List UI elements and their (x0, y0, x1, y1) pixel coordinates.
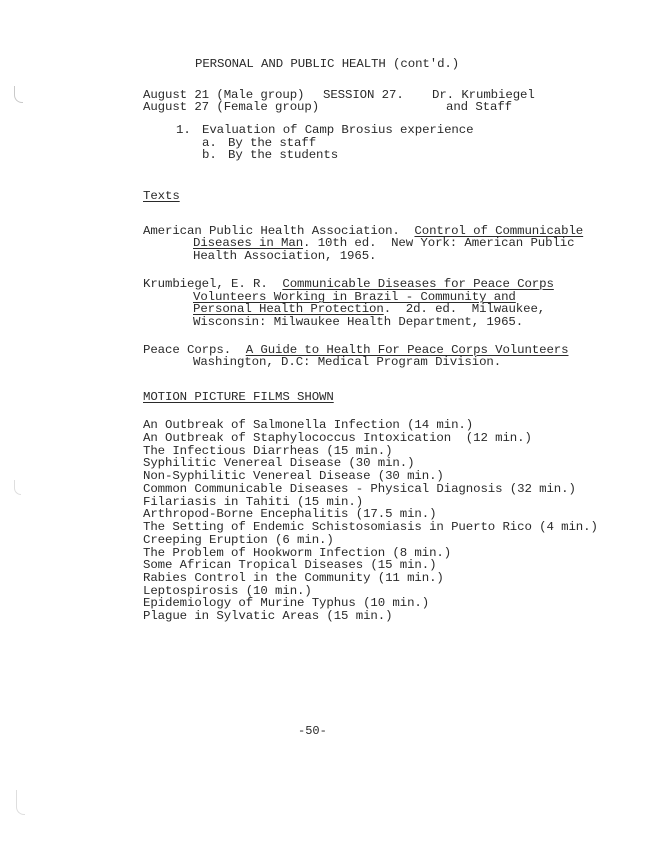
film-item: Common Communicable Diseases - Physical Diagnosis (32 min.) (143, 482, 576, 496)
reference-line (143, 278, 554, 290)
outline-subitem-text: By the staff (228, 136, 317, 150)
film-item: Epidemiology of Murine Typhus (10 min.) (143, 596, 430, 610)
scan-artifact-mark (14, 86, 23, 103)
film-item: Leptospirosis (10 min.) (143, 584, 312, 598)
outline-subitem-letter: a. (202, 136, 217, 150)
reference-publisher: Washington, D.C: Medical Program Division. (193, 355, 502, 369)
film-item: Arthropod-Borne Encephalitis (17.5 min.) (143, 507, 437, 521)
session-date-male: August 21 (Male group) (143, 88, 305, 102)
reference-title: A Guide to Health For Peace Corps Volunteers (245, 343, 569, 357)
page-title: PERSONAL AND PUBLIC HEALTH (cont'd.) (195, 57, 460, 71)
reference-line (193, 237, 574, 249)
page-number: -50- (298, 724, 327, 738)
film-item: An Outbreak of Salmonella Infection (14 min.) (143, 418, 474, 432)
outline-item-text: Evaluation of Camp Brosius experience (202, 123, 474, 137)
session-date-female: August 27 (Female group) (143, 100, 320, 114)
scan-artifact-mark (16, 790, 25, 815)
reference-title: Volunteers Working in Brazil - Community and (193, 290, 516, 304)
reference-author: American Public Health Association. (143, 224, 415, 238)
film-item: The Setting of Endemic Schistosomiasis in Puerto Rico (4 min.) (143, 520, 598, 534)
film-item: Plague in Sylvatic Areas (15 min.) (143, 609, 393, 623)
texts-heading: Texts (143, 189, 180, 203)
film-item: An Outbreak of Staphylococcus Intoxication (12 min.) (143, 431, 532, 445)
film-item: Some African Tropical Diseases (15 min.) (143, 558, 437, 572)
reference-author: Krumbiegel, E. R. (143, 277, 283, 291)
reference-author: Peace Corps. (143, 343, 246, 357)
reference-publication: . 10th ed. New York: American Public (303, 236, 575, 250)
session-instructor-staff: and Staff (446, 100, 513, 114)
reference-title: Diseases in Man (193, 236, 304, 250)
reference-title: Communicable Diseases for Peace Corps (282, 277, 554, 291)
film-item: Creeping Eruption (6 min.) (143, 533, 334, 547)
reference-title: Personal Health Protection (193, 302, 384, 316)
scan-artifact-mark (14, 480, 21, 495)
reference-publication: . 2d. ed. Milwaukee, (383, 302, 546, 316)
film-item: Non-Syphilitic Venereal Disease (30 min.) (143, 469, 444, 483)
films-heading: MOTION PICTURE FILMS SHOWN (143, 390, 334, 404)
reference-title: Control of Communicable (414, 224, 584, 238)
film-item: Rabies Control in the Community (11 min.) (143, 571, 444, 585)
film-item: The Problem of Hookworm Infection (8 min.) (143, 546, 452, 560)
reference-publisher: Wisconsin: Milwaukee Health Department, 1965. (193, 315, 524, 329)
film-item: Syphilitic Venereal Disease (30 min.) (143, 456, 415, 470)
session-label: SESSION 27. (323, 88, 404, 102)
outline-item-number: 1. (176, 123, 191, 137)
session-instructor: Dr. Krumbiegel (432, 88, 535, 102)
outline-subitem-letter: b. (202, 148, 217, 162)
film-item: The Infectious Diarrheas (15 min.) (143, 444, 393, 458)
film-item: Filariasis in Tahiti (15 min.) (143, 495, 364, 509)
outline-subitem-text: By the students (228, 148, 339, 162)
reference-line (193, 303, 545, 315)
reference-publisher: Health Association, 1965. (193, 249, 377, 263)
